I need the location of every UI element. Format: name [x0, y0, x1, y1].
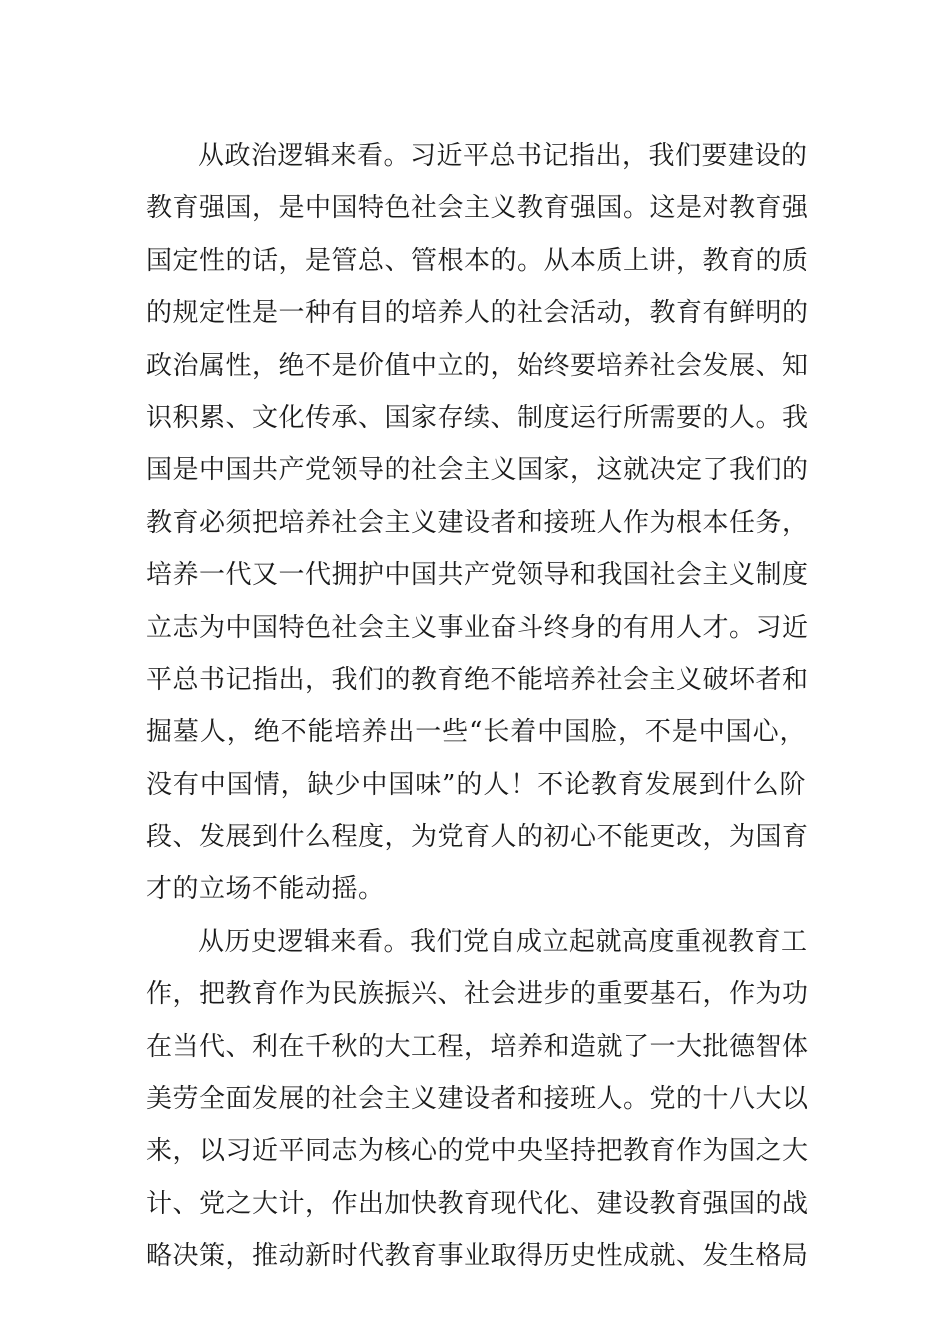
text-line: 来，以习近平同志为核心的党中央坚持把教育作为国之大	[146, 1136, 809, 1167]
text-line: 没有中国情，缺少中国味”的人！不论教育发展到什么阶	[146, 769, 806, 800]
text-line: 从历史逻辑来看。我们党自成立起就高度重视教育工	[198, 926, 808, 957]
text-line: 教育必须把培养社会主义建设者和接班人作为根本任务，	[146, 507, 809, 538]
text-line: 立志为中国特色社会主义事业奋斗终身的有用人才。习近	[146, 612, 809, 643]
text-line: 平总书记指出，我们的教育绝不能培养社会主义破坏者和	[146, 664, 809, 695]
text-line: 识积累、文化传承、国家存续、制度运行所需要的人。我	[146, 402, 809, 433]
document-body	[146, 130, 809, 1283]
text-line: 国定性的话，是管总、管根本的。从本质上讲，教育的质	[146, 245, 809, 276]
text-line: 计、党之大计，作出加快教育现代化、建设教育强国的战	[146, 1188, 809, 1219]
text-line: 国是中国共产党领导的社会主义国家，这就决定了我们的	[146, 455, 809, 486]
text-line: 作，把教育作为民族振兴、社会进步的重要基石，作为功	[146, 979, 809, 1010]
text-line: 段、发展到什么程度，为党育人的初心不能更改，为国育	[146, 822, 809, 853]
text-line: 在当代、利在千秋的大工程，培养和造就了一大批德智体	[146, 1031, 809, 1062]
text-line: 政治属性，绝不是价值中立的，始终要培养社会发展、知	[146, 350, 809, 381]
text-line: 培养一代又一代拥护中国共产党领导和我国社会主义制度	[146, 560, 809, 591]
text-line: 美劳全面发展的社会主义建设者和接班人。党的十八大以	[146, 1084, 809, 1115]
text-line: 从政治逻辑来看。习近平总书记指出，我们要建设的	[198, 141, 808, 171]
paragraph-historical-logic	[146, 916, 809, 1283]
text-line: 才的立场不能动摇。	[146, 874, 385, 905]
text-line: 掘墓人，绝不能培养出一些“长着中国脸，不是中国心，	[146, 717, 806, 748]
paragraph-political-logic	[146, 130, 809, 916]
text-line: 教育强国，是中国特色社会主义教育强国。这是对教育强	[146, 193, 809, 224]
text-line: 的规定性是一种有目的培养人的社会活动，教育有鲜明的	[146, 298, 809, 329]
text-line: 略决策，推动新时代教育事业取得历史性成就、发生格局	[146, 1241, 809, 1272]
